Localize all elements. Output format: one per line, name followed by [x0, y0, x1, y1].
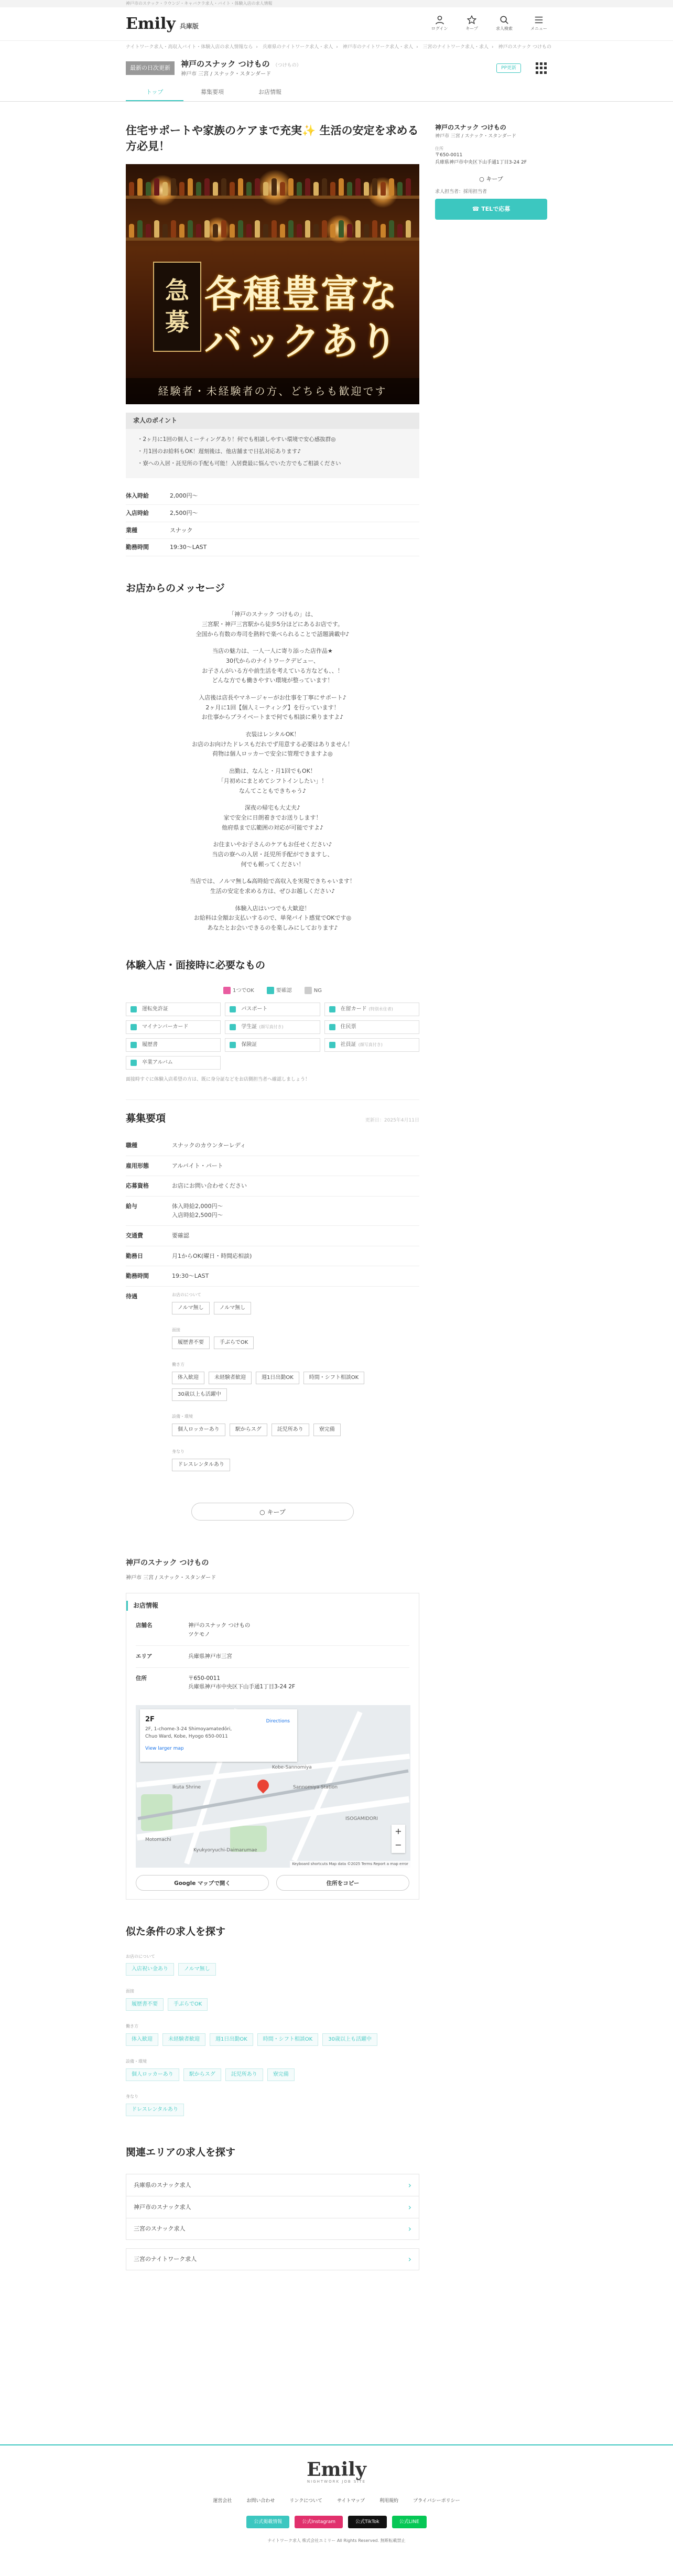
similar-tag[interactable]: 入店祝い金あり: [126, 1963, 174, 1976]
open-google-maps-button[interactable]: Google マップで開く: [136, 1875, 269, 1891]
similar-tag[interactable]: ノルマ無し: [178, 1963, 216, 1976]
circle-icon: ○: [259, 1508, 267, 1516]
hero-text-line2: バックあり: [204, 318, 399, 363]
map-attribution: Keyboard shortcuts Map data ©2025 Terms Report a map error: [290, 1861, 410, 1868]
requirement-item: 住民票: [324, 1020, 419, 1034]
bottle-decoration: [381, 224, 386, 238]
bottle-decoration: [154, 220, 159, 238]
bottle-decoration: [171, 178, 176, 196]
footer-logo[interactable]: Emily: [307, 2459, 366, 2481]
footer-link[interactable]: サイトマップ: [337, 2498, 365, 2504]
feature-tag[interactable]: 体入歓迎: [172, 1372, 204, 1384]
bottle-decoration: [171, 220, 176, 238]
job-point: ・ 寮への入居・託児所の手配も可能！入居費最に悩んでいた方でもご相談ください: [137, 459, 408, 468]
bottle-decoration: [330, 182, 335, 196]
tab-shop-info[interactable]: お店情報: [258, 89, 281, 95]
similar-tag[interactable]: 未経験者歓迎: [162, 2033, 205, 2046]
circle-icon: ○: [479, 176, 486, 183]
area-links: [126, 2174, 419, 2240]
menu-icon: [534, 15, 544, 25]
similar-tag[interactable]: 履歴書不要: [126, 1998, 164, 2011]
bottle-decoration: [137, 220, 143, 238]
bottle-decoration: [162, 224, 168, 238]
sidebar-shop-name: 神戸のスナック つけもの: [435, 124, 506, 131]
bottle-decoration: [322, 178, 327, 196]
bottle-decoration: [230, 182, 235, 196]
bottle-decoration: [263, 224, 268, 238]
main-content: [126, 123, 419, 2270]
map-place-card: 2F 2F, 1-chome-3-24 Shimoyamatedōri, Chuo Ward, Kobe, Hyogo 650-0011 View larger map Directions: [140, 1709, 297, 1762]
requirement-item: 学生証 (顔写真付き): [225, 1020, 320, 1034]
bottle-decoration: [322, 220, 327, 238]
bottle-decoration: [137, 178, 143, 196]
check-icon: [131, 1042, 137, 1048]
google-map[interactable]: Sannomiya Station Kobe-Sannomiya Motomachi Kyukyoryuchi-Daimarumae Ikuta Shrine ISOGAMIDORI 2F 2F, 1-chome-3-24 Shimoyamatedōri, Chuo Ward, Kobe, Hyogo 650-0011 View larger map Directions + − Keyboard shortcuts Map data ©2025 Terms Report a map error: [136, 1705, 410, 1868]
check-icon: [329, 1042, 335, 1048]
quick-key: 勤務時間: [126, 544, 149, 551]
requirements-legend: [126, 987, 419, 995]
bottle-decoration: [213, 224, 218, 238]
contact-person: 求人担当者：採用担当者: [435, 189, 487, 195]
sns-line-button[interactable]: 公式LINE: [392, 2516, 427, 2528]
similar-tag[interactable]: 手ぶらでOK: [168, 1998, 208, 2011]
area-link[interactable]: 兵庫県のスナック求人 ›: [126, 2174, 419, 2196]
requirement-item: 卒業アルバム: [126, 1056, 221, 1070]
check-icon: [329, 1024, 335, 1030]
bottle-decoration: [238, 220, 243, 238]
top-notice: 神戸市のスナック・ラウンジ・キャバクラ求人・バイト・体験入店の求人情報: [0, 0, 673, 7]
bottle-decoration: [288, 178, 294, 196]
update-badge: 最新の日次更新: [126, 61, 175, 75]
bottle-decoration: [347, 182, 352, 196]
header-nav: [431, 15, 547, 33]
menu-button[interactable]: [530, 15, 547, 33]
check-icon: [230, 1042, 236, 1048]
feature-tag[interactable]: 履歴書不要: [172, 1336, 210, 1349]
footer-link[interactable]: お問い合わせ: [246, 2498, 275, 2504]
bottle-decoration: [347, 224, 352, 238]
area-title: 関連エリアの求人を探す: [126, 2146, 236, 2158]
feature-tag[interactable]: 30歳以上も活躍中: [172, 1388, 227, 1401]
map-zoom-control[interactable]: + −: [392, 1825, 405, 1853]
shop-info-title: お店情報: [126, 1601, 409, 1611]
bottle-decoration: [389, 178, 394, 196]
grid-menu-icon[interactable]: [536, 62, 547, 74]
bottle-decoration: [364, 224, 369, 238]
keep-label: キープ: [465, 26, 478, 31]
site-logo[interactable]: [126, 16, 199, 32]
footer-sns: [0, 2516, 673, 2528]
search-button[interactable]: [496, 15, 513, 33]
quick-key: 業種: [126, 526, 137, 534]
quick-value: 2,000円〜: [170, 492, 198, 500]
job-point: ・ 2ヶ月に1回の個人ミーティングあり！何でも相談しやすい環境で安心感抜群◎: [137, 435, 408, 444]
bottle-decoration: [255, 178, 260, 196]
menu-label: メニュー: [530, 26, 547, 31]
bottle-decoration: [372, 178, 377, 196]
footer-logo-sub: NIGHTWORK JOB SITE: [307, 2480, 366, 2484]
recruit-date: 更新日：2025年4月11日: [365, 1117, 419, 1123]
area-link[interactable]: 神戸市のスナック求人 ›: [126, 2196, 419, 2218]
bottle-decoration: [305, 178, 310, 196]
check-icon: [131, 1006, 137, 1012]
similar-tag[interactable]: 30歳以上も活躍中: [322, 2033, 377, 2046]
bottle-decoration: [129, 182, 134, 196]
bottle-decoration: [330, 224, 335, 238]
bottle-decoration: [188, 178, 193, 196]
legend-ng: NG: [305, 987, 322, 995]
bottle-decoration: [397, 182, 403, 196]
login-label: ログイン: [431, 26, 448, 31]
breadcrumb-link[interactable]: 三宮のナイトワーク求人・求人: [422, 45, 489, 50]
bottle-decoration: [146, 224, 151, 238]
bottle-decoration: [238, 178, 243, 196]
requirements-grid: [126, 1003, 419, 1070]
bottle-decoration: [129, 224, 134, 238]
hero-caption: 経験者・未経験者の方、どちらも歓迎です: [126, 378, 419, 404]
bottle-decoration: [272, 178, 277, 196]
breadcrumb-link[interactable]: ナイトワーク求人・高収入バイト・体験入店の求人情報なら: [126, 45, 253, 50]
quick-key: 体入時給: [126, 492, 149, 500]
similar-conditions: お店のについて 入店祝い金あり ノルマ無し 面接 履歴書不要 手ぶらでOK 働き方 体入歓迎 未経験者歓迎 週1日出勤OK 時間・シフト相談OK 30歳以上も活躍中 設備・環境 個人ロッカーあり 駅からスグ 託児所あり 寮完備 身なり ドレスレンタルあり: [126, 1954, 419, 2120]
user-icon: [435, 15, 444, 25]
similar-tag[interactable]: 寮完備: [267, 2068, 295, 2081]
check-icon: [230, 1024, 236, 1030]
tel-apply-button[interactable]: ☎ TELで応募: [435, 199, 547, 220]
bottle-decoration: [196, 224, 201, 238]
sidebar: [435, 123, 547, 2270]
area-label: 兵庫版: [179, 23, 199, 30]
shop-kana: （つけもの）: [273, 63, 301, 68]
bottle-decoration: [179, 224, 184, 238]
feature-tag[interactable]: ノルマ無し: [172, 1302, 210, 1314]
logo-text: Emily: [126, 14, 176, 33]
check-icon: [131, 1024, 137, 1030]
bottle-decoration: [280, 182, 285, 196]
message-paragraph: 出勤は、なんと・月1回でもOK！ 「月初めにまとめてシフトインしたい」！ なんてこともできちゃう♪: [218, 768, 328, 794]
footer-link[interactable]: 運営会社: [213, 2498, 232, 2504]
feature-tag[interactable]: 未経験者歓迎: [209, 1372, 252, 1384]
legend-check: 要確認: [267, 987, 292, 995]
bottle-decoration: [339, 178, 344, 196]
footer-link[interactable]: 利用規約: [379, 2498, 399, 2504]
bottle-decoration: [221, 178, 226, 196]
directions-link[interactable]: Directions: [266, 1719, 290, 1724]
shop-info-category: 神戸市 三宮 / スナック・スタンダード: [126, 1575, 216, 1581]
quick-key: 入店時給: [126, 510, 149, 517]
similar-tag[interactable]: 個人ロッカーあり: [126, 2068, 179, 2081]
job-point: ・ 月1回のお給料もOK！遅刻後は、他店舗まで日払対応あります♪: [137, 447, 408, 456]
bottle-decoration: [221, 220, 226, 238]
bottle-decoration: [280, 224, 285, 238]
phone-icon: ☎: [472, 206, 482, 213]
hero-urgent-label: 急 募: [153, 262, 201, 352]
bottle-decoration: [406, 178, 411, 196]
tab-top[interactable]: トップ: [126, 83, 183, 101]
login-button[interactable]: [431, 15, 448, 33]
requirement-item: 運転免許証: [126, 1003, 221, 1016]
shop-tabs: [0, 83, 673, 102]
sidebar-address: 〒650-0011 兵庫県神戸市中央区下山手通1丁目3-24 2F: [435, 153, 527, 165]
requirement-item: マイナンバーカード: [126, 1020, 221, 1034]
bottle-decoration: [246, 224, 252, 238]
hero-image: [126, 164, 419, 404]
bottle-decoration: [213, 182, 218, 196]
bottle-decoration: [263, 182, 268, 196]
bottle-decoration: [313, 182, 319, 196]
similar-tag[interactable]: ドレスレンタルあり: [126, 2104, 184, 2116]
feature-tag[interactable]: 駅からスグ: [230, 1424, 267, 1436]
check-icon: [230, 1006, 236, 1012]
shop-header: [0, 53, 673, 83]
message-paragraph: 当店では、ノルマ無し&高時給で高収入を実現できちゃいます！ 生活の安定を求める方は、ぜひお越しください♪: [189, 878, 356, 895]
recruit-table: 職種 スナックのカウンターレディ 雇用形態 アルバイト・パート 応募資格 お店にお問い合わせください 給与 体入時給2,000円〜 入店時給2,500円〜 交通費 要確認 勤務日 月1からOK(曜日・時間応相談) 勤務時間 19:30〜LAST 待遇 お店のについて ノルマ無し ノルマ無し 面接 履歴書不要 手ぶらでOK 働き方 体入歓迎 未経験者歓迎 週1日出勤OK 時間・シフト相談OK30歳以上も活躍中 設備・環境 個人ロッカーあり 駅からスグ 託児所あり 寮完備 身なり ドレスレンタルあり: [126, 1136, 419, 1489]
requirement-item: パスポート: [225, 1003, 320, 1016]
shop-info-box: お店情報 店舗名 神戸のスナック つけもの ツケモノ エリア 兵庫県神戸市三宮 住所 〒650-0011 兵庫県神戸市中央区下山手通1丁目3-24 2F Sannomiya Station Kobe-Sannomiya Motomachi Kyukyoryuchi-Daimarumae Ikuta Shrine ISOGAMIDORI 2F 2F, 1-chome-3-24 Shimoyamatedōri, Chuo Ward, Kobe, Hyogo 650-0011 View larger map Directions + − Keyboard shortcuts Map data ©2025 Terms Report a map error Google マップで開く 住所をコピー: [126, 1593, 419, 1900]
bottle-decoration: [204, 178, 210, 196]
view-larger-map-link[interactable]: View larger map: [145, 1745, 184, 1751]
requirement-item: 社員証 (顔写真付き): [324, 1038, 419, 1052]
requirement-item: 在留カード (特別永住者): [324, 1003, 419, 1016]
page-title: 住宅サポートや家族のケアまで充実✨ 生活の安定を求める方必見！: [126, 124, 419, 153]
hero-text-line1: 各種豊富な: [204, 271, 399, 316]
legend-ok: 1つでOK: [223, 987, 254, 995]
bottle-decoration: [162, 182, 168, 196]
tab-recruit[interactable]: 募集要項: [201, 89, 224, 95]
message-paragraph: お住まいやお子さんのケアもお任せください♪ 当店の寮への入居・託児所手配ができますし、 何でも頼ってください！: [212, 841, 333, 868]
bottle-decoration: [230, 224, 235, 238]
area-link[interactable]: 三宮のナイトワーク求人 ›: [126, 2248, 419, 2270]
bottle-decoration: [196, 182, 201, 196]
feature-tag[interactable]: 寮完備: [313, 1424, 341, 1436]
bottle-decoration: [389, 220, 394, 238]
feature-tag[interactable]: 託児所あり: [272, 1424, 309, 1436]
chevron-right-icon: ›: [408, 2180, 411, 2190]
message-paragraph: 入店後は店長やマネージャーがお仕事を丁寧にサポート♪ 2ヶ月に1回【個人ミーティング】を行っています！ お仕事からプライベートまで何でも相談に乗りますよ♪: [199, 694, 346, 721]
check-icon: [131, 1060, 137, 1066]
bottle-decoration: [355, 220, 361, 238]
bottle-decoration: [397, 224, 403, 238]
bottle-decoration: [255, 220, 260, 238]
feature-tag[interactable]: 個人ロッカーあり: [172, 1424, 225, 1436]
message-paragraph: 「神戸のスナック つけもの」は、 三宮駅・神戸三宮駅から徒歩5分ほどにあるお店です。 全国から有数の寿司を熱料で楽べられることで話題満載中♪: [196, 611, 350, 638]
breadcrumb-current: 神戸のスナック つけもの: [498, 45, 551, 50]
sidebar-keep-button[interactable]: ○ キープ: [479, 176, 503, 183]
message-paragraph: 深夜の帰宅も大丈夫♪ 家で安全に日朗着きでお送りします！ 他府県まで広範囲の対応が可能ですよ♪: [221, 804, 324, 831]
check-icon: [329, 1006, 335, 1012]
sidebar-category: 神戸市 三宮 / スナック・スタンダード: [435, 134, 516, 139]
similar-title: 似た条件の求人を探す: [126, 1926, 226, 1938]
copyright: ナイトワーク求人 株式会社エミリー All Rights Reserved. 無断転載禁止: [267, 2538, 406, 2543]
site-header: [0, 7, 673, 41]
shop-message: [126, 610, 419, 933]
chevron-right-icon: ›: [408, 2224, 411, 2234]
job-points: [126, 413, 419, 479]
chevron-right-icon: ›: [408, 2202, 411, 2212]
feature-tag[interactable]: 週1日出勤OK: [256, 1372, 299, 1384]
breadcrumb-link[interactable]: 兵庫県のナイトワーク求人・求人: [262, 45, 333, 50]
feature-tag[interactable]: ノルマ無し: [214, 1302, 252, 1314]
similar-tag[interactable]: 週1日出勤OK: [210, 2033, 253, 2046]
footer-link[interactable]: プライバシーポリシー: [413, 2498, 460, 2504]
bottle-decoration: [355, 178, 361, 196]
bottle-decoration: [288, 220, 294, 238]
bottle-decoration: [154, 178, 159, 196]
bottle-decoration: [297, 224, 302, 238]
keep-button[interactable]: [465, 15, 478, 33]
bottle-decoration: [204, 220, 210, 238]
sidebar-address-label: 住所: [435, 146, 443, 151]
bottle-decoration: [381, 182, 386, 196]
sns-instagram-button[interactable]: 公式Instagram: [295, 2516, 343, 2528]
shop-category: 神戸市 三宮 / スナック・スタンダード: [181, 71, 272, 77]
map-pin-icon: [255, 1777, 271, 1794]
quick-value: スナック: [170, 526, 193, 534]
footer-nav: [0, 2497, 673, 2505]
search-icon: [500, 15, 509, 25]
similar-tag[interactable]: 託児所あり: [225, 2068, 263, 2081]
chevron-right-icon: ›: [408, 2254, 411, 2265]
copy-address-button[interactable]: 住所をコピー: [276, 1875, 409, 1891]
feature-tag[interactable]: 時間・シフト相談OK: [303, 1372, 364, 1384]
requirements-note: 面接時すぐに体験入店希望の方は、既に身分証などをお店側担当者へ確認しましょう！: [126, 1077, 310, 1083]
quick-info: [126, 488, 419, 556]
similar-tag[interactable]: 体入歓迎: [126, 2033, 158, 2046]
area-link[interactable]: 三宮のスナック求人 ›: [126, 2218, 419, 2240]
bottle-decoration: [297, 182, 302, 196]
bottle-decoration: [246, 182, 252, 196]
bottle-decoration: [188, 220, 193, 238]
message-paragraph: 体験入店はいつでも大歓迎！ お給料は全額お支払いするので、単発バイト感覚でOKです◎ あなたとお会いできるのを楽しみにしております♪: [193, 904, 352, 932]
bottle-decoration: [339, 220, 344, 238]
quick-value: 19:30〜LAST: [170, 544, 207, 551]
bottle-decoration: [313, 224, 319, 238]
message-paragraph: 衣装はレンタルOK！ お店のお向けたドレスもだれでず用意する必要はありません！ 荷物は個人ロッカーで安全に管理できますよ◎: [192, 731, 353, 758]
quick-value: 2,500円〜: [170, 510, 198, 517]
job-points-title: 求人のポイント: [126, 413, 419, 429]
requirement-item: 保険証: [225, 1038, 320, 1052]
breadcrumb-link[interactable]: 神戸市のナイトワーク求人・求人: [342, 45, 414, 50]
pp-badge: PP更新: [496, 63, 521, 73]
sns-tiktok-button[interactable]: 公式TikTok: [348, 2516, 387, 2528]
site-footer: [0, 2444, 673, 2576]
bottle-decoration: [146, 182, 151, 196]
bottle-decoration: [179, 182, 184, 196]
message-paragraph: 当店の魅力は、一人一人に寄り添った店作品★ 30代からのナイトワークデビュー、 お子さんがいる方や前生活を考えている方なども、、！ どんな方でも働きやすい環境が整っています！: [202, 648, 343, 684]
search-label: 求人検索: [496, 26, 513, 31]
requirement-item: 履歴書: [126, 1038, 221, 1052]
sns-official-button[interactable]: 公式掲載情報: [246, 2516, 289, 2528]
message-title: お店からのメッセージ: [126, 582, 225, 594]
star-icon: [467, 15, 476, 25]
shop-info-name: 神戸のスナック つけもの: [126, 1558, 209, 1567]
bottle-decoration: [372, 220, 377, 238]
area-links-extra: [126, 2248, 419, 2270]
similar-tag[interactable]: 駅からスグ: [183, 2068, 221, 2081]
feature-tag[interactable]: 手ぶらでOK: [214, 1336, 254, 1349]
bottle-decoration: [305, 220, 310, 238]
requirements-title: 体験入店・面接時に必要なもの: [126, 959, 266, 971]
keep-job-button[interactable]: ○ キープ: [191, 1503, 354, 1521]
shop-name: 神戸のスナック つけもの: [181, 59, 270, 69]
bottle-decoration: [406, 220, 411, 238]
feature-tag[interactable]: ドレスレンタルあり: [172, 1459, 230, 1471]
recruit-title: 募集要項: [126, 1112, 166, 1124]
bottle-decoration: [364, 182, 369, 196]
bottle-decoration: [272, 220, 277, 238]
footer-link[interactable]: リンクについて: [289, 2498, 323, 2504]
similar-tag[interactable]: 時間・シフト相談OK: [257, 2033, 318, 2046]
breadcrumb: ナイトワーク求人・高収入バイト・体験入店の求人情報なら › 兵庫県のナイトワーク求人・求人 › 神戸市のナイトワーク求人・求人 › 三宮のナイトワーク求人・求人 › 神戸のスナック つけもの: [126, 45, 551, 50]
